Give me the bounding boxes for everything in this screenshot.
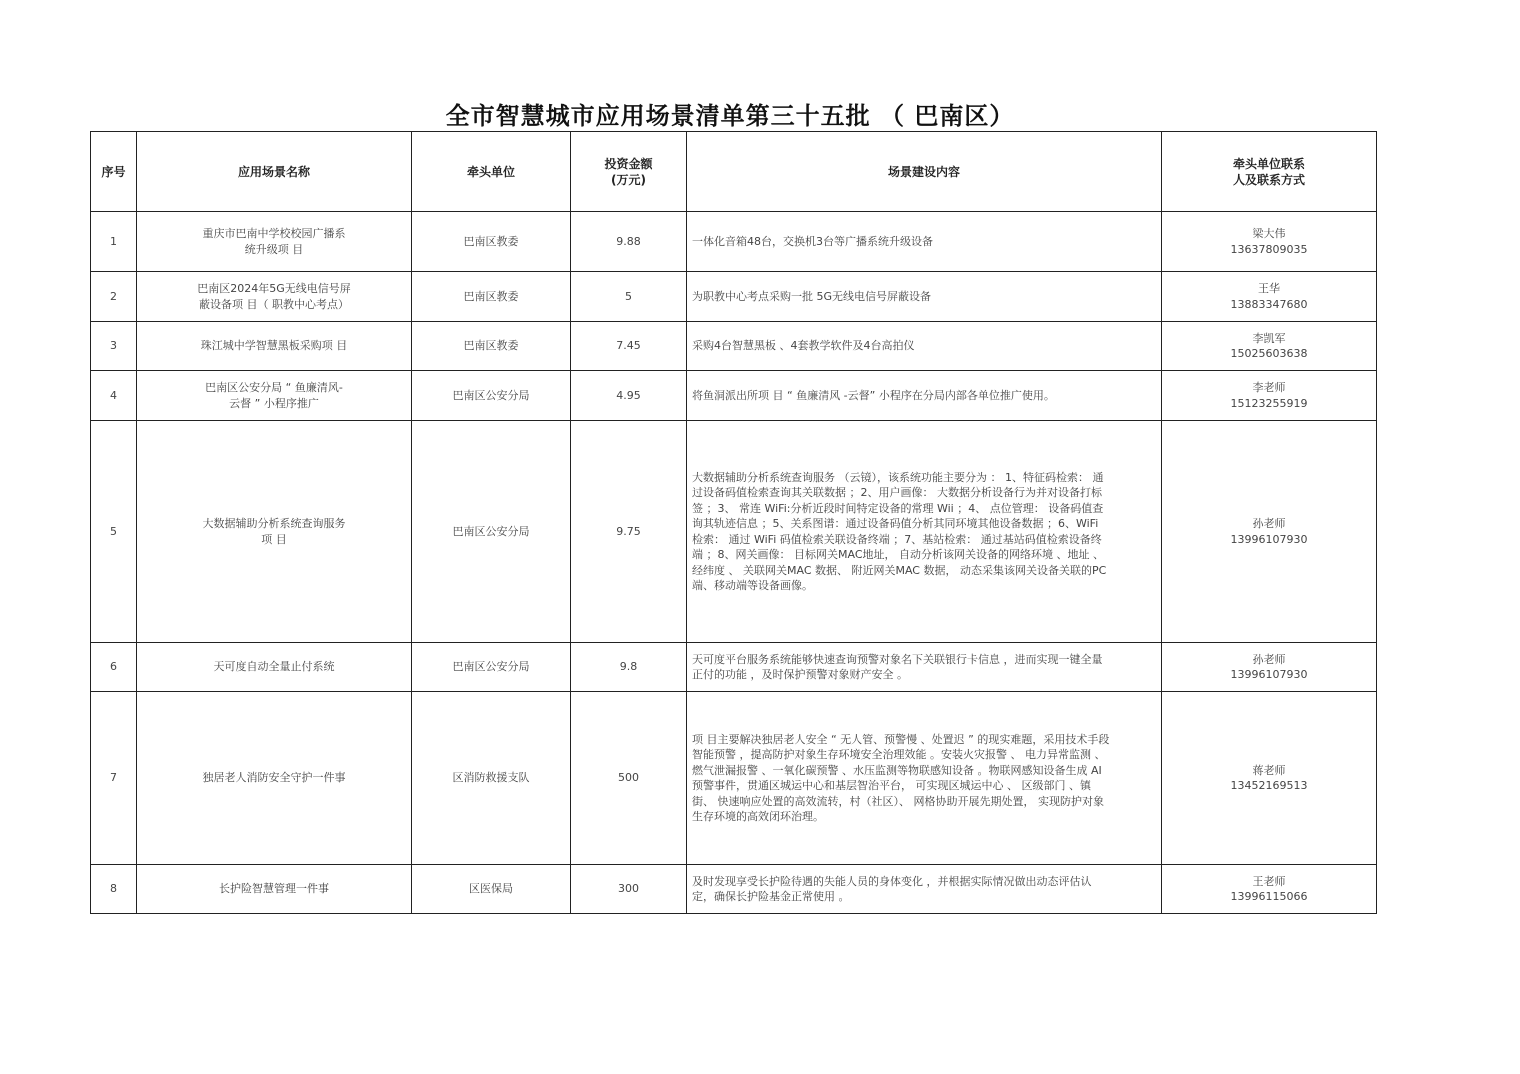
contact-name: 孙老师: [1252, 652, 1286, 666]
scene-table: [90, 131, 1377, 914]
cell-amount: 7.45: [571, 322, 687, 371]
cell-amount: 5: [571, 272, 687, 322]
contact-phone: 13883347680: [1230, 297, 1308, 311]
cell-unit: 巴南区教委: [412, 322, 571, 371]
cell-amount: 9.88: [571, 212, 687, 272]
cell-content: 采购4台智慧黑板 、4套教学软件及4台高拍仪: [687, 322, 1162, 371]
header-contact: 牵头单位联系 人及联系方式: [1162, 132, 1377, 212]
contact-name: 王华: [1258, 282, 1280, 295]
header-row: [91, 132, 1377, 212]
contact-phone: 15123255919: [1230, 396, 1308, 410]
header-name: 应用场景名称: [137, 132, 412, 212]
cell-contact: [1162, 865, 1377, 914]
contact-phone: 13637809035: [1230, 242, 1308, 256]
header-unit: 牵头单位: [412, 132, 571, 212]
cell-content: 将鱼洞派出所项 目 “ 鱼廉清风 -云督” 小程序在分局内部各单位推广使用。: [687, 371, 1162, 421]
cell-content: 一体化音箱48台，交换机3台等广播系统升级设备: [687, 212, 1162, 272]
cell-contact: [1162, 272, 1377, 322]
cell-content: 为职教中心考点采购一批 5G无线电信号屏蔽设备: [687, 272, 1162, 322]
cell-contact: [1162, 692, 1377, 865]
cell-contact: [1162, 371, 1377, 421]
header-seq: 序号: [91, 132, 137, 212]
cell-contact: [1162, 322, 1377, 371]
cell-contact: [1162, 421, 1377, 643]
contact-name: 蒋老师: [1252, 763, 1286, 777]
table-row: [91, 643, 1377, 692]
contact-name: 王老师: [1252, 874, 1286, 888]
cell-unit: 巴南区公安分局: [412, 643, 571, 692]
table-row: [91, 692, 1377, 865]
cell-amount: 300: [571, 865, 687, 914]
cell-name: 大数据辅助分析系统查询服务 项 目: [137, 421, 412, 643]
header-amount: 投资金额 (万元): [571, 132, 687, 212]
cell-amount: 500: [571, 692, 687, 865]
contact-name: 李老师: [1252, 381, 1286, 394]
cell-amount: 9.8: [571, 643, 687, 692]
cell-seq: 1: [91, 212, 137, 272]
cell-seq: 7: [91, 692, 137, 865]
header-content: 场景建设内容: [687, 132, 1162, 212]
cell-unit: 巴南区公安分局: [412, 371, 571, 421]
contact-phone: 13996107930: [1230, 668, 1308, 681]
cell-name: 天可度自动全量止付系统: [137, 643, 412, 692]
cell-content: 及时发现享受长护险待遇的失能人员的身体变化 ，并根据实际情况做出动态评估认定，确保长护险基金正常使用 。: [687, 865, 1162, 914]
cell-name: 珠江城中学智慧黑板采购项 目: [137, 322, 412, 371]
cell-unit: 巴南区教委: [412, 272, 571, 322]
table-row: [91, 272, 1377, 322]
table-row: [91, 865, 1377, 914]
cell-unit: 巴南区教委: [412, 212, 571, 272]
cell-name: 巴南区公安分局 “ 鱼廉清风- 云督 ” 小程序推广: [137, 371, 412, 421]
cell-amount: 4.95: [571, 371, 687, 421]
cell-unit: 区医保局: [412, 865, 571, 914]
cell-name: 重庆市巴南中学校校园广播系 统升级项 目: [137, 212, 412, 272]
contact-phone: 15025603638: [1230, 347, 1308, 360]
cell-name: 独居老人消防安全守护一件事: [137, 692, 412, 865]
cell-contact: [1162, 212, 1377, 272]
table-row: [91, 371, 1377, 421]
contact-name: 孙老师: [1252, 517, 1286, 530]
cell-seq: 2: [91, 272, 137, 322]
cell-contact: [1162, 643, 1377, 692]
cell-seq: 6: [91, 643, 137, 692]
page-title: 全市智慧城市应用场景清单第三十五批 （ 巴南区）: [445, 101, 1015, 130]
cell-unit: 区消防救援支队: [412, 692, 571, 865]
contact-phone: 13452169513: [1230, 779, 1308, 792]
contact-name: 梁大伟: [1252, 227, 1286, 240]
cell-name: 巴南区2024年5G无线电信号屏 蔽设备项 目（ 职教中心考点）: [137, 272, 412, 322]
cell-seq: 3: [91, 322, 137, 371]
contact-name: 李凯军: [1252, 331, 1286, 345]
contact-phone: 13996115066: [1230, 890, 1308, 903]
cell-unit: 巴南区公安分局: [412, 421, 571, 643]
table-row: [91, 212, 1377, 272]
cell-content: 大数据辅助分析系统查询服务 （云镜），该系统功能主要分为 ： 1、特征码检索： 通过设备码值检索查询其关联数据 ；2、用户画像： 大数据分析设备行为并对设备打标签 ；3、 常连 WiFi:分析近段时间特定设备的常理 Wii ；4、 点位管理： 设备码值查询其轨迹信息 ；5、关系图谱：通过设备码值分析其同环境其他设备数据 ；6、WiFi 检索： 通过 WiFi 码值检索关联设备终端 ；7、基站检索： 通过基站码值检索设备终端 ；8、网关画像： 目标网关MAC地址， 自动分析该网关设备的网络环境 、地址 、 经纬度 、 关联网关MAC 数据、 附近网关MAC 数据， 动态采集该网关设备关联的PC端、移动端等设备画像。: [687, 421, 1162, 643]
cell-name: 长护险智慧管理一件事: [137, 865, 412, 914]
table-row: [91, 322, 1377, 371]
cell-content: 天可度平台服务系统能够快速查询预警对象名下关联银行卡信息 ，进而实现一键全量正付的功能 ，及时保护预警对象财产安全 。: [687, 643, 1162, 692]
cell-seq: 4: [91, 371, 137, 421]
contact-phone: 13996107930: [1230, 532, 1308, 546]
cell-amount: 9.75: [571, 421, 687, 643]
cell-seq: 8: [91, 865, 137, 914]
table-row: [91, 421, 1377, 643]
cell-seq: 5: [91, 421, 137, 643]
cell-content: 项 目主要解决独居老人安全 “ 无人管、预警慢 、处置迟 ” 的现实难题，采用技术手段智能预警 ，提高防护对象生存环境安全治理效能 。安装火灾报警 、 电力异常监测 、燃气泄漏报警 、一氧化碳预警 、水压监测等物联感知设备 。物联网感知设备生成 AI预警事件，贯通区城运中心和基层智治平台， 可实现区城运中心 、 区级部门 、镇街、 快速响应处置的高效流转，村（社区）、 网格协助开展先期处置， 实现防护对象生存环境的高效闭环治理。: [687, 692, 1162, 865]
